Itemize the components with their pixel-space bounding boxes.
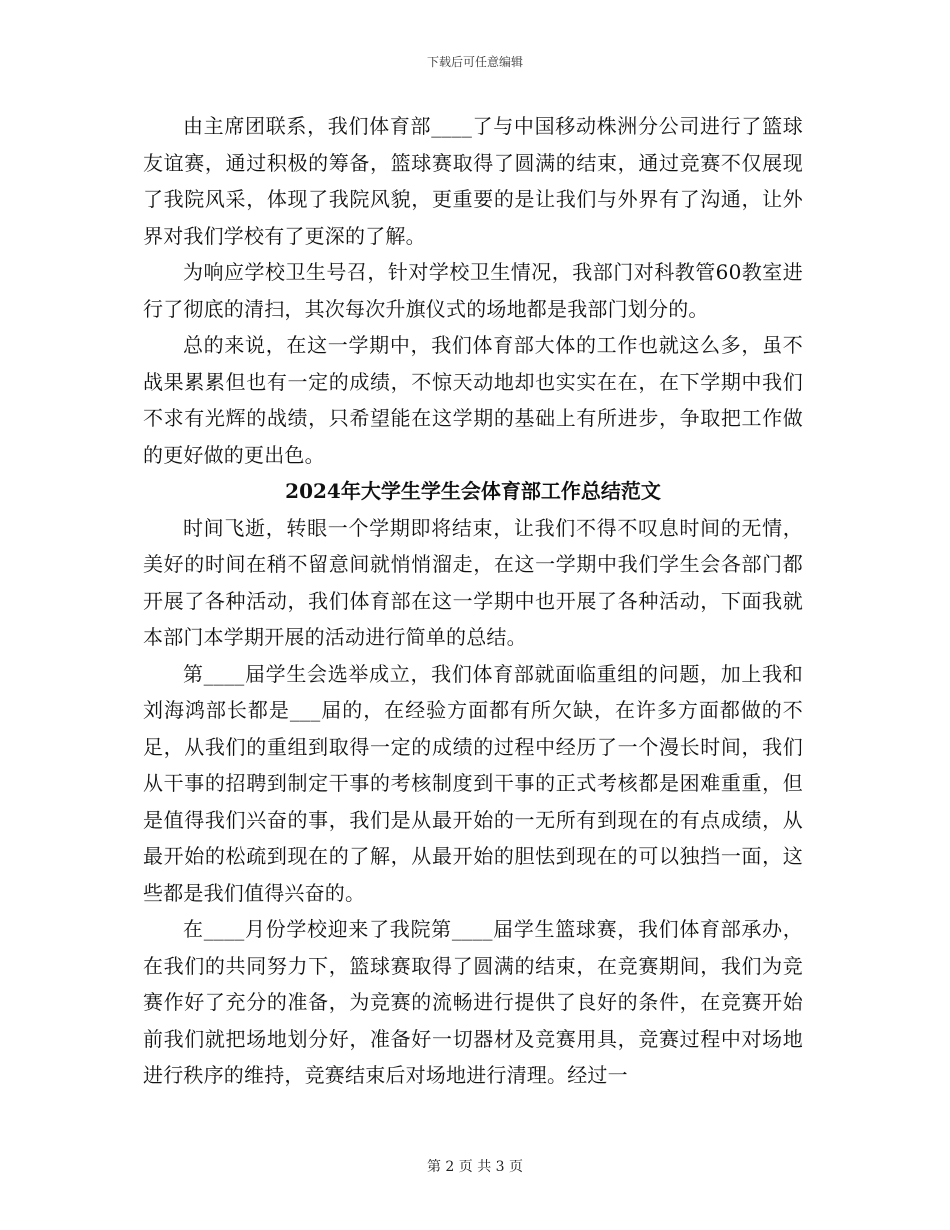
paragraph-intro: 时间飞逝，转眼一个学期即将结束，让我们不得不叹息时间的无情，美好的时间在稍不留意间就悄悄溜走，在这一学期中我们学生会各部门都开展了各种活动，我们体育部在这一学期中也开展了各种活动，下面我就本部门本学期开展的活动进行简单的总结。 [143, 515, 803, 649]
document-body [143, 108, 803, 1094]
paragraph-basketball-friendly: 由主席团联系，我们体育部____了与中国移动株洲分公司进行了篮球友谊赛，通过积极的筹备，篮球赛取得了圆满的结束，通过竞赛不仅展现了我院风采，体现了我院风貌，更重要的是让我们与外界有了沟通，让外界对我们学校有了更深的了解。 [143, 114, 803, 248]
paragraph-reorganization: 第____届学生会选举成立，我们体育部就面临重组的问题，加上我和刘海鸿部长都是___届的，在经验方面都有所欠缺，在许多方面都做的不足，从我们的重组到取得一定的成绩的过程中经历了一个漫长时间，我们从干事的招聘到制定干事的考核制度到干事的正式考核都是困难重重，但是值得我们兴奋的事，我们是从最开始的一无所有到现在的有点成绩，从最开始的松疏到现在的了解，从最开始的胆怯到现在的可以独挡一面，这些都是我们值得兴奋的。 [143, 661, 803, 905]
paragraph-basketball-tournament: 在____月份学校迎来了我院第____届学生篮球赛，我们体育部承办，在我们的共同努力下，篮球赛取得了圆满的结束，在竞赛期间，我们为竞赛作好了充分的准备，为竞赛的流畅进行提供了良好的条件，在竞赛开始前我们就把场地划分好，准备好一切器材及竞赛用具，竞赛过程中对场地进行秩序的维持，竞赛结束后对场地进行清理。经过一 [143, 917, 803, 1087]
page-header: 下载后可任意编辑 [426, 55, 523, 69]
section-title: 2024年大学生学生会体育部工作总结范文 [285, 479, 661, 503]
page-footer: 第 2 页 共 3 页 [426, 1159, 524, 1175]
paragraph-hygiene: 为响应学校卫生号召，针对学校卫生情况，我部门对科教管60教室进行了彻底的清扫，其次每次升旗仪式的场地都是我部门划分的。 [143, 260, 803, 321]
paragraph-summary: 总的来说，在这一学期中，我们体育部大体的工作也就这么多，虽不战果累累但也有一定的成绩，不惊天动地却也实实在在，在下学期中我们不求有光辉的战绩，只希望能在这学期的基础上有所进步，争取把工作做的更好做的更出色。 [143, 333, 803, 467]
